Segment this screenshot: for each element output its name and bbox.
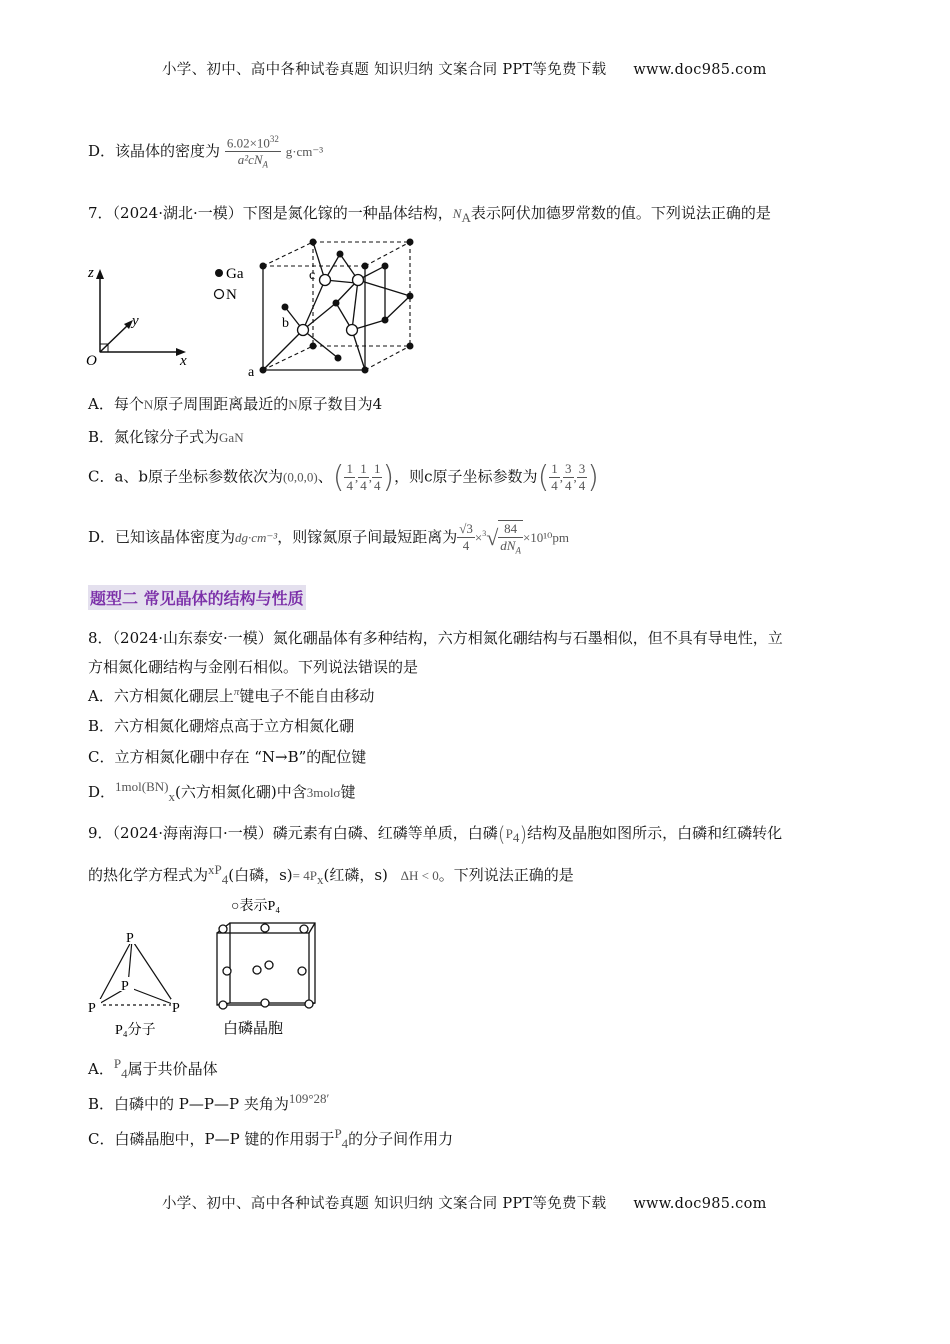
p-atom-right: P <box>172 1001 180 1016</box>
q9-stem-line2: 的热化学方程式为$xP_4$(白磷，$s)= 4P_x$(红磷，s) ΔH < 0。下列说法正确的是 <box>88 862 574 887</box>
q9-option-c: C．白磷晶胞中，P—P 键的作用弱于$P_4$的分子间作用力 <box>88 1126 454 1151</box>
q8-option-a: A．六方相氮化硼层上$^\pi$键电子不能自由移动 <box>88 686 375 705</box>
q8-option-d: D．$1mol(BN)_x$(六方相氮化硼)中含3molσ键 <box>88 779 356 804</box>
cell-caption: 白磷晶胞 <box>223 1019 284 1037</box>
legend-n: N <box>226 287 237 303</box>
q6-d-unit: g·cm⁻³ <box>285 143 324 159</box>
gan-crystal-structure <box>240 234 430 379</box>
axis-z-label: z <box>88 265 94 281</box>
p-atom-center: P <box>121 979 129 994</box>
q6-d-label: D．该晶体的密度为 <box>88 141 221 160</box>
footer-text: 小学、初中、高中各种试卷真题 知识归纳 文案合同 PPT等免费下载 <box>162 1196 607 1212</box>
q7-option-d: D．已知该晶体密度为dg·cm⁻³，则镓氮原子间最短距离为 $\frac{√3}{4}$ ×$^3$√ $\frac{84}{dN_A}$ ×10¹⁰pm <box>88 521 570 556</box>
q9-option-a: A．$P_4$属于共价晶体 <box>88 1056 218 1081</box>
q8-option-c: C．立方相氮化硼中存在 “N→B”的配位键 <box>88 748 367 766</box>
q8-stem-line1: 8．（2024·山东泰安·一模）氮化硼晶体有多种结构，六方相氮化硼结构与石墨相似，但不具有导电性，立 <box>88 629 783 647</box>
q7-option-a: A．每个N原子周围距离最近的N原子数目为4 <box>88 395 383 413</box>
header-url: www.doc985.com <box>633 62 767 78</box>
atom-label-a: a <box>248 365 255 379</box>
section-title: 题型二 常见晶体的结构与性质 <box>88 585 306 610</box>
axis-x-label: x <box>180 353 187 369</box>
q8-option-b: B．六方相氮化硼熔点高于立方相氮化硼 <box>88 717 355 735</box>
atom-label-c: c <box>309 268 316 283</box>
page-footer <box>162 1192 767 1213</box>
q6-option-d <box>88 134 323 170</box>
q7-stem: 7．（2024·湖北·一模）下图是氮化镓的一种晶体结构，$N_A$表示阿伏加德罗常数的值。下列说法正确的是 <box>88 204 771 225</box>
q7-option-c: C．a、b原子坐标参数依次为(0,0,0)、( $\frac{1}{4}$ , $\frac{1}{4}$ , $\frac{1}{4}$ )，则c原子坐标参数为( $\frac{1}{4}$ , $\frac{3}{4}$ , $\frac{3}{4}$ ) <box>88 460 599 495</box>
white-phosphorus-cell-figure <box>205 893 325 1043</box>
q7-option-b: B．氮化镓分子式为GaN <box>88 428 244 446</box>
q9-option-b: B．白磷中的 P—P—P 夹角为109°28′ <box>88 1091 330 1113</box>
axis-origin-label: O <box>86 353 97 369</box>
p-atom-top: P <box>126 931 134 946</box>
legend-ga: Ga <box>226 266 244 282</box>
p4-caption: P₄分子 <box>115 1023 156 1038</box>
axis-y-label: y <box>132 313 139 329</box>
atom-label-b: b <box>282 316 289 331</box>
p-atom-left: P <box>88 1001 96 1016</box>
header-text: 小学、初中、高中各种试卷真题 知识归纳 文案合同 PPT等免费下载 <box>162 62 607 78</box>
q9-stem-line1: 9．（2024·海南海口·一模）磷元素有白磷、红磷等单质，白磷$(P_4)$结构及晶胞如图所示，白磷和红磷转化 <box>88 822 783 846</box>
page-header <box>162 58 767 79</box>
p4-molecule-figure <box>85 925 195 1040</box>
footer-url: www.doc985.com <box>633 1196 767 1212</box>
coordinate-axes-figure <box>80 255 200 370</box>
q6-d-fraction: $\frac{6.02\times 10^{32}}{a^2cN_A}$ <box>226 134 279 170</box>
cell-legend: ○表示P₄ <box>231 899 281 914</box>
q8-stem-line2: 方相氮化硼结构与金刚石相似。下列说法错误的是 <box>88 658 419 676</box>
